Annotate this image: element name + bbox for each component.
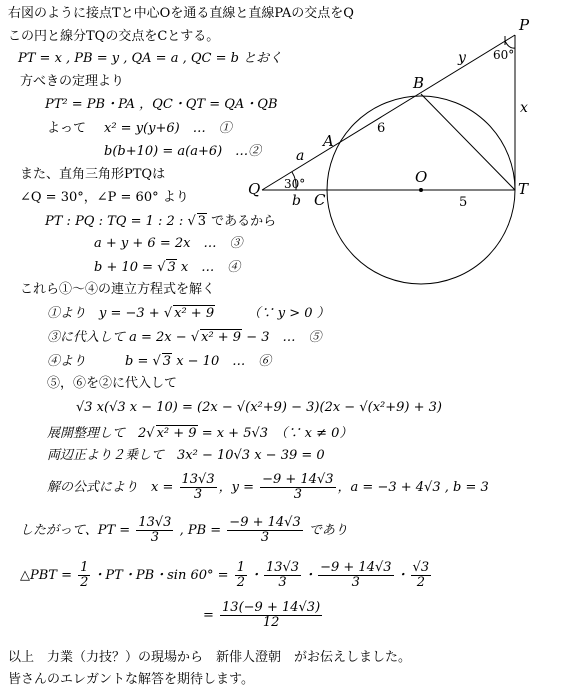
pt-fraction [136, 516, 173, 545]
f1-numerator: 1 [236, 560, 245, 575]
ratio-text: PT : PQ : TQ = 1 : 2 : [45, 214, 188, 229]
y-fraction [260, 473, 335, 502]
f4-fraction [411, 561, 432, 590]
f2-fraction [264, 561, 301, 590]
problem-line-2: この円と線分TQの交点をCとする。 [8, 29, 220, 44]
ratio-root: 3 [197, 214, 207, 229]
angles: ∠Q = 30°，∠P = 60° より [20, 190, 189, 205]
eq4-text: b + 10 = [94, 260, 158, 275]
label-angle-p: 60° [493, 48, 515, 62]
sub3-tail: − 3 … ⑤ [242, 330, 322, 345]
y-numerator: −9 + 14√3 [262, 472, 334, 487]
half-denominator: 2 [80, 575, 89, 590]
power-theorem-intro: 方べきの定理より [20, 74, 125, 89]
therefore-text: したがって、PT = [20, 523, 135, 538]
f2-denominator: 3 [278, 575, 287, 590]
f1-fraction [235, 561, 247, 590]
from1-text: ①より y = −3 + [47, 306, 164, 321]
label-a-length: a [296, 148, 305, 164]
half-fraction [78, 561, 90, 590]
sub3-text: ③に代入して a = 2x − [47, 330, 191, 345]
area-line [20, 558, 433, 594]
final-eq: = [203, 608, 219, 623]
ratio-tail: であるから [207, 214, 277, 229]
from-eq-1: ①より y = −3 + √ x² + 9 （∵ y > 0 ） [47, 306, 330, 321]
footer-line-2: 皆さんのエレガントな解答を期待します。 [8, 672, 254, 687]
dot-1: ・ [248, 568, 262, 583]
formula-intro: 解の公式により x = [47, 480, 178, 495]
f4-numerator: √3 [412, 560, 430, 575]
definitions: PT = x , PB = y , QA = a , QC = b とおく [18, 51, 283, 66]
quadratic-formula-line [47, 470, 489, 506]
f3-fraction [318, 561, 393, 590]
substitute-3: ③に代入して a = 2x − √ x² + 9 − 3 … ⑤ [47, 330, 322, 345]
area-mid: ・PT・PB・sin 60° = [92, 568, 233, 583]
triangle-intro: また、直角三角形PTQは [20, 167, 166, 182]
pt-numerator: 13√3 [138, 515, 172, 530]
f2-numerator: 13√3 [265, 560, 300, 575]
label-q: Q [248, 180, 261, 198]
y-denominator: 3 [293, 487, 302, 502]
label-angle-q: 30° [284, 177, 306, 191]
center-dot [419, 188, 423, 192]
final-numerator: 13(−9 + 14√3) [222, 600, 321, 615]
pb-denominator: 3 [260, 530, 270, 545]
expand-root: x² + 9 [156, 426, 197, 441]
final-answer-line [203, 598, 324, 634]
ratio-line: PT : PQ : TQ = 1 : 2 : √ 3 であるから [45, 214, 277, 229]
equation-3: a + y + 6 = 2x … ③ [94, 236, 243, 251]
equation-4: b + 10 = √ 3 x … ④ [94, 260, 241, 275]
eq4-root: 3 [167, 260, 176, 275]
line-pq [262, 35, 515, 190]
f3-numerator: −9 + 14√3 [320, 560, 392, 575]
problem-line-1: 右図のように接点Tと中心Oを通る直線と直線PAの交点をQ [8, 6, 354, 21]
therefore-tail: であり [304, 523, 348, 538]
pt-denominator: 3 [150, 530, 160, 545]
pb-fraction [227, 516, 302, 545]
from1-root: x² + 9 [174, 306, 215, 321]
label-five: 5 [459, 195, 468, 210]
f1-denominator: 2 [236, 575, 245, 590]
area-lhs: △PBT = [20, 568, 77, 583]
system-intro: これら①～④の連立方程式を解く [20, 282, 216, 297]
x-fraction [180, 473, 217, 502]
label-c: C [314, 191, 326, 209]
dot-3: ・ [395, 568, 409, 583]
pb-numerator: −9 + 14√3 [229, 515, 301, 530]
expand-tail: = x + 5√3 （∵ x ≠ 0） [197, 426, 353, 441]
pb-label: , PB = [175, 523, 226, 538]
big-equation: √3 x(√3 x − 10) = (2x − √(x²+9) − 3)(2x − √(x²+9) + 3) [76, 400, 442, 415]
final-fraction [220, 601, 322, 630]
power-equation: PT² = PB・PA ，QC・QT = QA・QB [45, 97, 278, 112]
expand-text: 展開整理して 2 [47, 426, 147, 441]
label-b-length: b [292, 193, 301, 209]
from4-tail: x − 10 … ⑥ [172, 354, 272, 369]
label-b: B [413, 74, 425, 92]
footer-line-1: 以上 力業（力技？）の現場から 新俳人澄朝 がお伝えしました。 [8, 650, 412, 665]
from4-root: 3 [162, 354, 172, 369]
equation-2: b(b+10) = a(a+6) …② [104, 144, 262, 159]
f3-denominator: 3 [351, 575, 360, 590]
substitute-2: ⑤，⑥を②に代入して [47, 376, 178, 391]
label-a-point: A [323, 132, 334, 150]
x-denominator: 3 [193, 487, 203, 502]
final-denominator: 12 [262, 615, 280, 630]
square-line: 両辺正より２乗して 3x² − 10√3 x − 39 = 0 [47, 448, 325, 463]
sub3-root: x² + 9 [201, 330, 242, 345]
eq4-tail: x … ④ [176, 260, 241, 275]
label-p: P [519, 16, 530, 34]
ab-values: ，a = −3 + 4√3 , b = 3 [337, 480, 489, 495]
label-y: y [458, 50, 466, 66]
from-eq-4: ④より b = √ 3 x − 10 … ⑥ [47, 354, 272, 369]
label-t: T [518, 180, 529, 198]
x-numerator: 13√3 [181, 472, 215, 487]
from1-tail: （∵ y > 0 ） [215, 306, 330, 321]
f4-denominator: 2 [416, 575, 425, 590]
from4-text: ④より b = [47, 354, 153, 369]
equation-1: x² = y(y+6) … ① [104, 121, 232, 136]
label-o: O [415, 168, 428, 186]
expand-line: 展開整理して 2√ x² + 9 = x + 5√3 （∵ x ≠ 0） [47, 426, 353, 441]
half-numerator: 1 [80, 560, 89, 575]
yotte: よって [47, 121, 87, 136]
label-x: x [520, 100, 528, 116]
y-label: ，y = [218, 480, 259, 495]
label-six: 6 [377, 121, 386, 136]
therefore-line [20, 513, 348, 549]
dot-2: ・ [303, 568, 317, 583]
